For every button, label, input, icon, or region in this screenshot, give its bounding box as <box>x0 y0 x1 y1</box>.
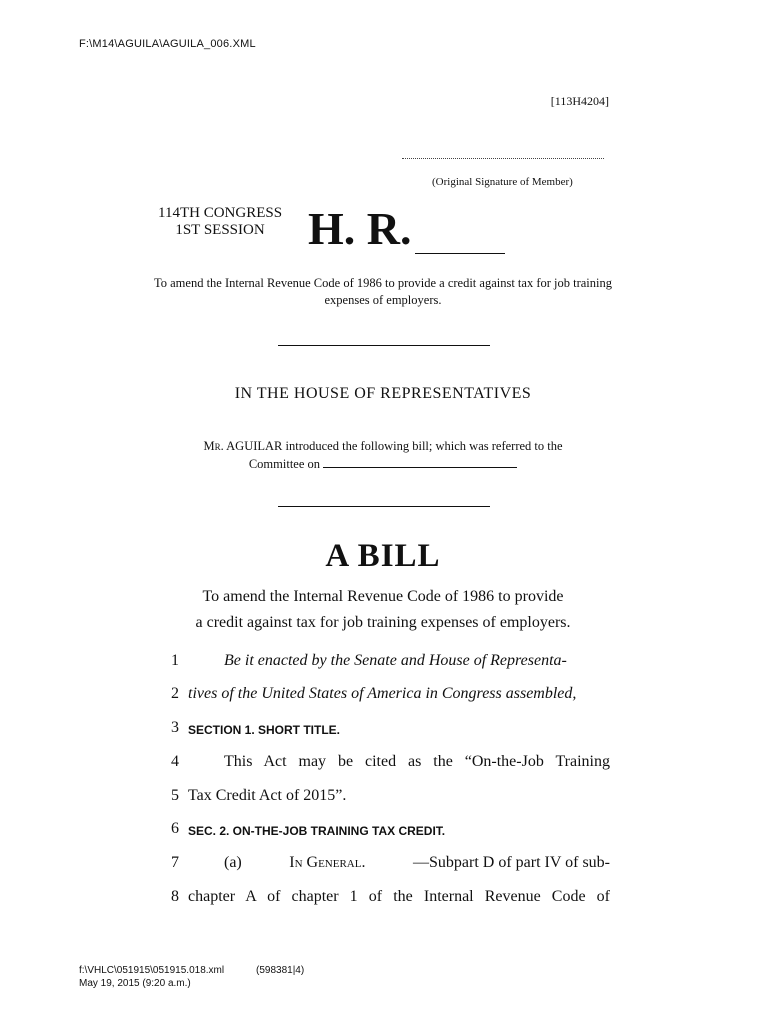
short-title: To amend the Internal Revenue Code of 1986 to provide a credit against tax for job training expenses of employers. <box>153 276 612 307</box>
a-bill-heading: A BILL <box>325 538 441 574</box>
signature-caption: (Original Signature of Member) <box>432 176 573 188</box>
body-text-line <box>188 854 610 872</box>
body-text-line: This Act may be cited as the “On-the-Job Training <box>224 753 610 770</box>
footer-file-path: f:\VHLC\051915\051915.018.xml <box>79 965 225 976</box>
body-text-line: chapter A of chapter 1 of the Internal Revenue Code of <box>188 888 610 905</box>
long-title-line: a credit against tax for job training expenses of employers. <box>195 614 571 631</box>
introduction-text <box>150 437 616 473</box>
signature-line <box>402 158 604 159</box>
committee-label: Committee on <box>248 457 321 471</box>
congress-session <box>158 205 282 239</box>
body-text-fragment: —Subpart D of part IV of sub- <box>412 854 610 871</box>
line-number: 3 <box>171 719 179 736</box>
subsection-label: (a) <box>224 854 242 871</box>
footer-document-id: (598381|4) <box>256 965 305 976</box>
divider-rule <box>278 506 490 507</box>
divider-rule <box>278 345 490 346</box>
committee-blank <box>323 455 517 468</box>
enacting-clause-line: tives of the United States of America in Congress assembled, <box>188 685 577 702</box>
line-number: 4 <box>171 753 179 770</box>
bill-code: [113H4204] <box>550 94 609 108</box>
line-number: 5 <box>171 787 179 804</box>
subsection-heading: In General. <box>289 854 366 871</box>
body-text-line: Tax Credit Act of 2015”. <box>188 787 347 804</box>
line-number: 2 <box>171 685 179 702</box>
footer-date: May 19, 2015 (9:20 a.m.) <box>79 978 191 989</box>
line-number: 8 <box>171 888 179 905</box>
file-path: F:\M14\AGUILA\AGUILA_006.XML <box>79 38 256 50</box>
long-title-line: To amend the Internal Revenue Code of 1986 to provide <box>202 588 564 605</box>
chamber-heading: IN THE HOUSE OF REPRESENTATIVES <box>234 385 532 402</box>
line-number: 7 <box>171 854 179 871</box>
section-heading: SECTION 1. SHORT TITLE. <box>188 723 341 737</box>
enacting-clause-line: Be it enacted by the Senate and House of Representa- <box>224 652 567 669</box>
congress-label: 114TH CONGRESS <box>158 205 283 221</box>
introduction-sentence: introduced the following bill; which was referred to the <box>285 439 563 453</box>
sponsor-name: Mr. AGUILAR <box>203 439 283 453</box>
bill-mark: H. R. <box>308 203 412 254</box>
session-label: 1ST SESSION <box>175 222 265 238</box>
line-number: 6 <box>171 820 179 837</box>
section-heading: SEC. 2. ON-THE-JOB TRAINING TAX CREDIT. <box>188 824 446 838</box>
bill-number-blank <box>415 253 505 254</box>
line-number: 1 <box>171 652 179 669</box>
long-title <box>150 584 616 636</box>
